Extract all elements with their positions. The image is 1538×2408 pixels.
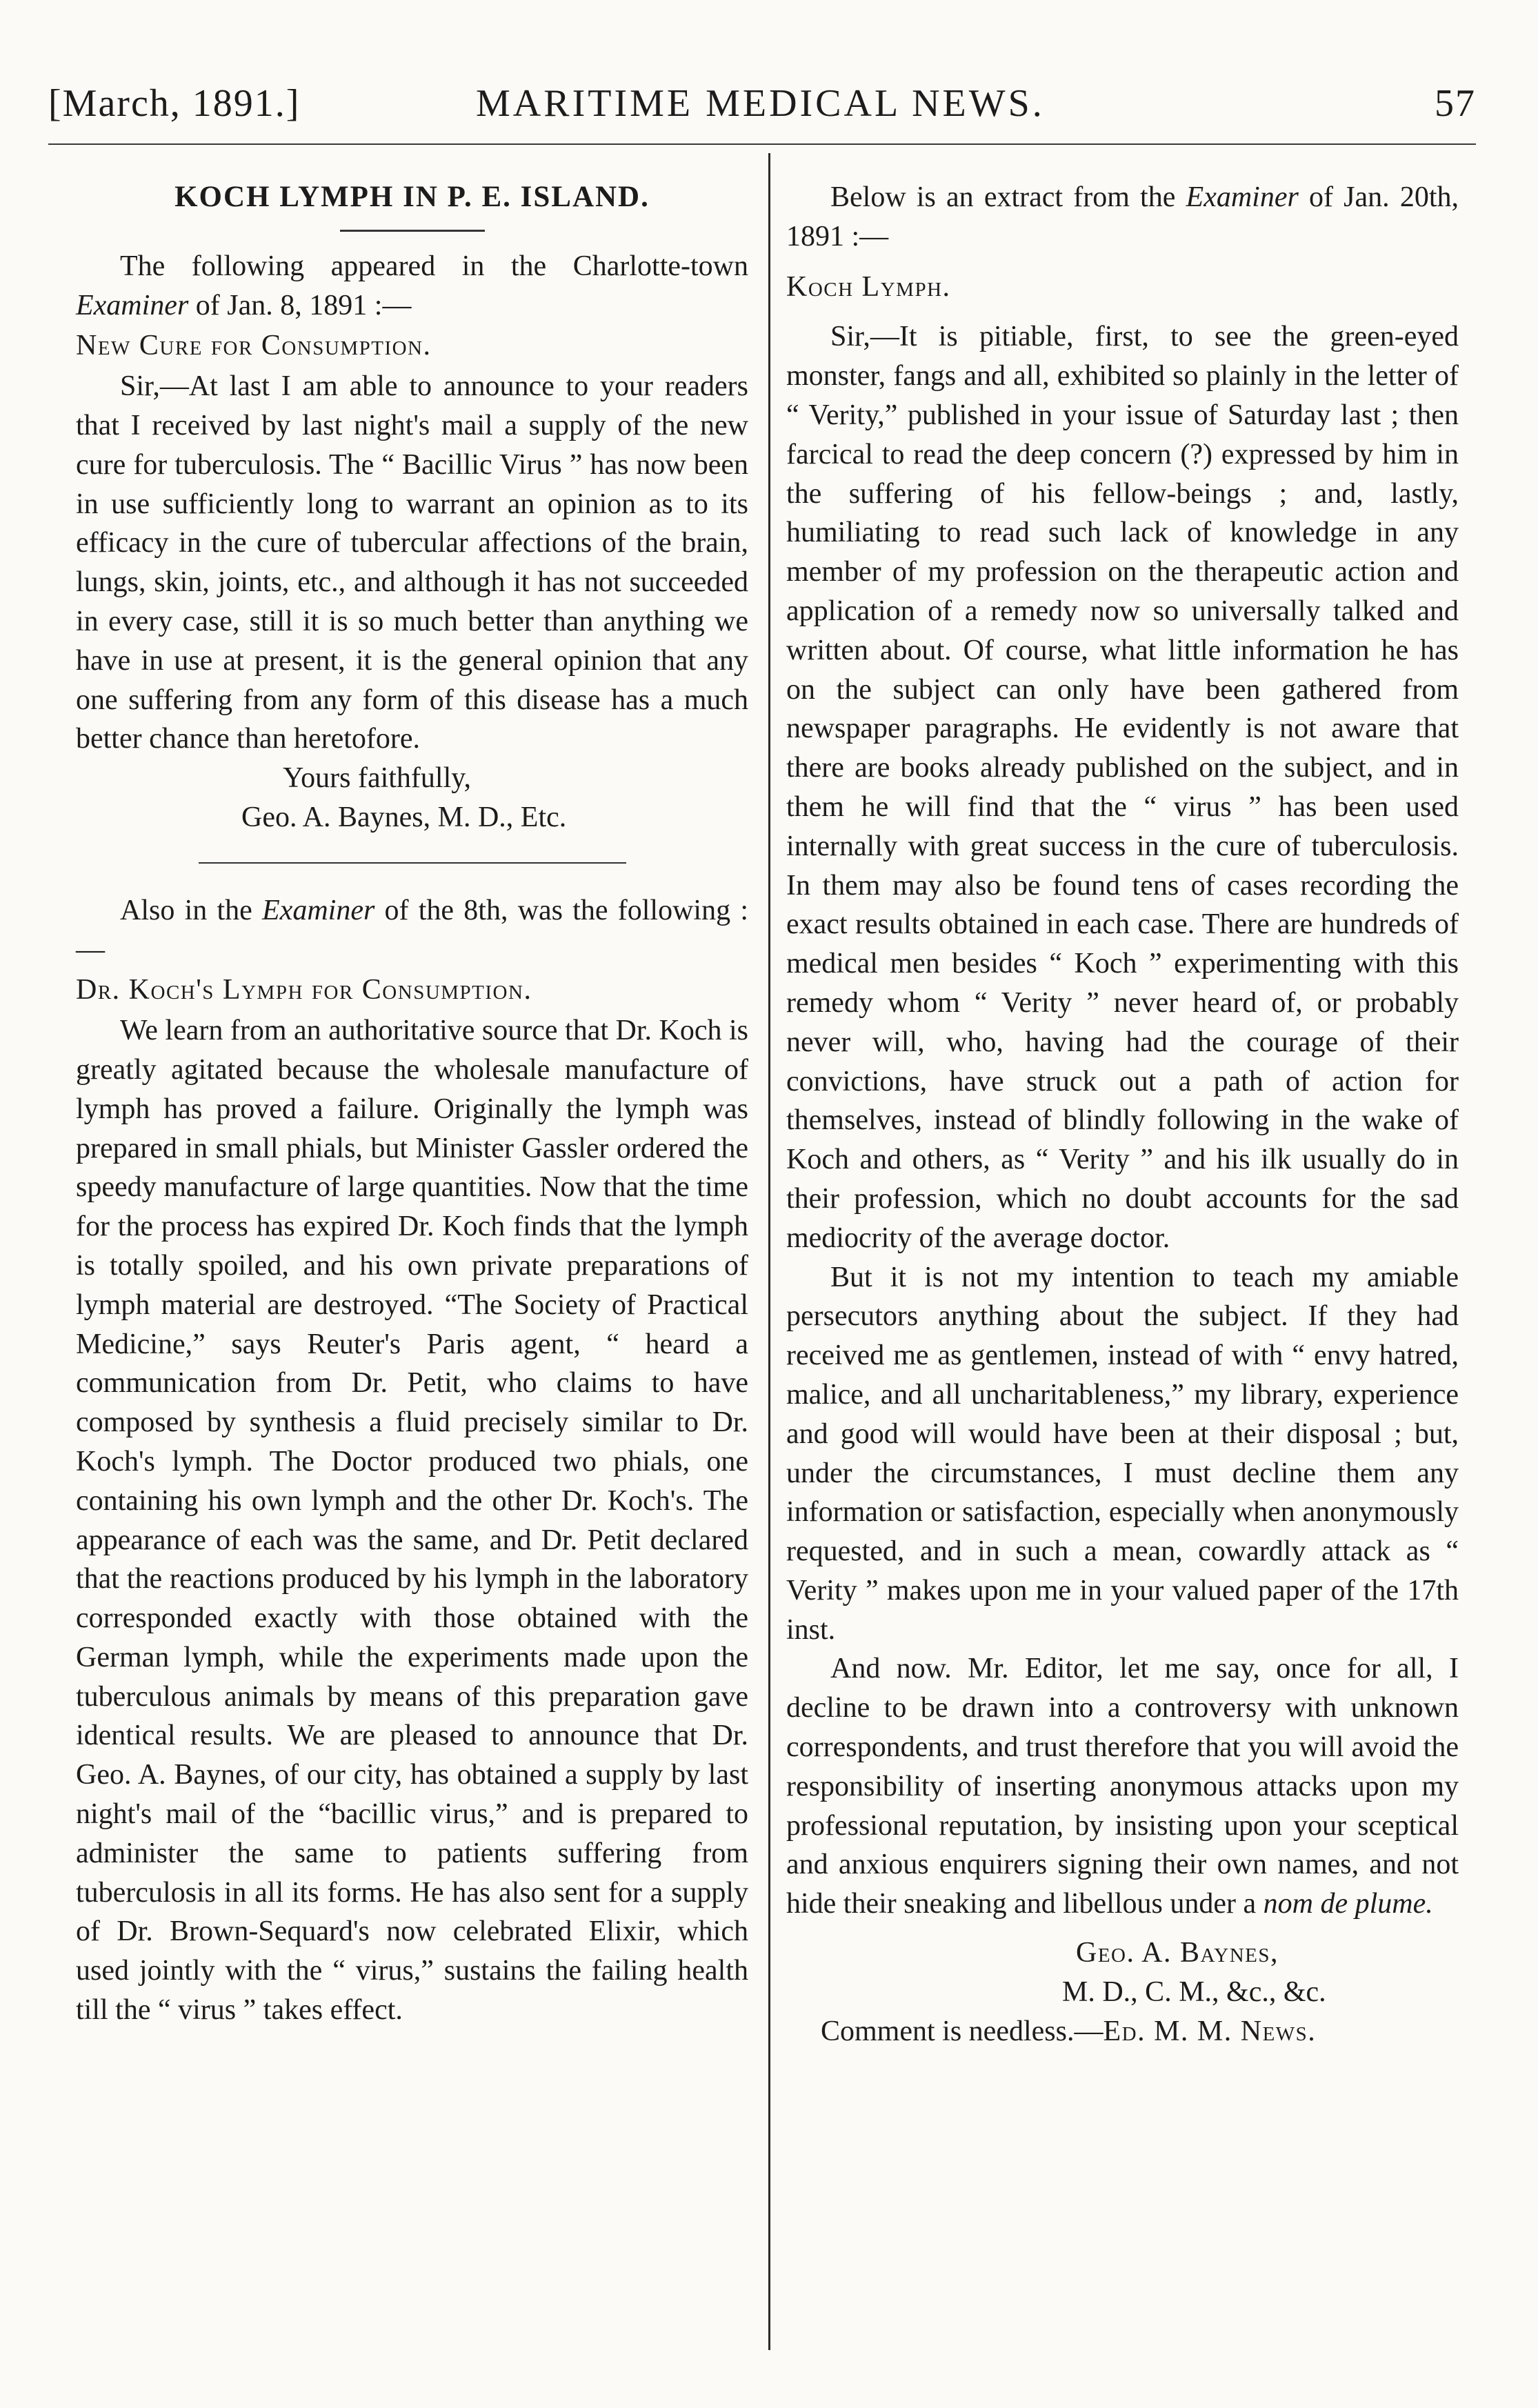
- header-rule: [48, 143, 1476, 145]
- extract-intro-b: of Jan. 20th, 1891 :—: [786, 181, 1459, 252]
- reply-titles: M. D., C. M., &c., &c.: [1062, 1976, 1326, 2008]
- intro-text-b: of Jan. 8, 1891 :—: [188, 289, 412, 321]
- column-divider: [768, 153, 770, 2350]
- reply-paragraph-1: Sir,—It is pitiable, first, to see the green-eyed monster, fangs and all, exhibited so plainly in the letter of “ Verity,” published in your issue of Saturday last ; then farcical to read the deep concern (?) expressed by him in the suffering of his fellow-beings ; and, lastly, humiliating to read such lack of knowledge in any member of my profession on the therapeutic action and application of a remedy now so universally talked and written about. Of course, what little information he has on the subject can only have been gathered from newspaper paragraphs. He evidently is not aware that there are books already published on the subject, and in them he will find that the “ virus ” has been used internally with great success in the cure of tuberculosis. In them may also be found tens of cases recording the exact results obtained in each case. There are hundreds of medical men besides “ Koch ” experimenting with this remedy whom “ Verity ” never heard of, or probably never will, who, having had the courage of their convictions, have struck out a path of action for themselves, instead of blindly following in the wake of Koch and others, as “ Verity ” and his ilk usually do in their profession, which no doubt accounts for the sad mediocrity of the average doctor.: [786, 321, 1459, 1254]
- editor-signoff: Ed. M. M. News.: [1103, 2015, 1317, 2047]
- reply-paragraph-3-text: And now. Mr. Editor, let me say, once for all, I decline to be drawn into a controversy with unknown correspondents, and trust therefore that you will avoid the responsibility of inserting anonymous attacks upon my professional reputation, by insisting upon your sceptical and anxious enquirers signing their own names, and not hide their sneaking and libellous under a: [786, 1653, 1459, 1920]
- letter-closing: Yours faithfully,: [283, 762, 472, 795]
- also-paper-name: Examiner: [262, 894, 375, 926]
- page-number: 57: [1435, 82, 1476, 125]
- article-body: We learn from an authoritative source that Dr. Koch is greatly agitated because the wholesale manufacture of lymph has proved a failure. Originally the lymph was prepared in small phials, but Minister Gassler ordered the speedy manufacture of large quantities. Now that the time for the process has expired Dr. Koch finds that the lymph is totally spoiled, and his own private preparations of lymph material are destroyed. “The Society of Practical Medicine,” says Reuter's Paris agent, “ heard a communication from Dr. Petit, who claims to have composed by synthesis a fluid precisely similar to Dr. Koch's lymph. The Doctor produced two phials, one containing his own lymph and the other Dr. Koch's. The appearance of each was the same, and Dr. Petit declared that the reactions produced by his lymph in the laboratory corresponded exactly with those obtained with the German lymph, while the experiments made upon the tuberculous animals by means of this preparation gave identical results. We are pleased to announce that Dr. Geo. A. Baynes, of our city, has obtained a supply by last night's mail of the “bacillic virus,” and is prepared to administer the same to patients suffering from tuberculosis in all its forms. He has also sent for a supply of Dr. Brown-Sequard's now celebrated Elixir, which used jointly with the “ virus,” sustains the failing health till the “ virus ” takes effect.: [76, 1015, 748, 2027]
- running-header: [48, 81, 1476, 137]
- intro-text-a: The following appeared in the Charlotte-town: [120, 250, 748, 282]
- intro-paper-name: Examiner: [76, 289, 189, 321]
- extract-intro-a: Below is an extract from the: [830, 181, 1186, 213]
- issue-date: [March, 1891.]: [48, 82, 301, 125]
- editor-comment: [786, 2012, 1459, 2051]
- journal-title: MARITIME MEDICAL NEWS.: [476, 82, 1045, 125]
- letter-body: Sir,—At last I am able to announce to your readers that I received by last night's mail a supply of the new cure for tuberculosis. The “ Bacillic Virus ” has now been in use sufficiently long to warrant an opinion as to its efficacy in the cure of tubercular affections of the brain, lungs, skin, joints, etc., and although it has not succeeded in every case, still it is so much better than anything we have in use at present, it is the general opinion that any one suffering from any form of this disease has a much better chance than heretofore.: [76, 370, 748, 755]
- also-text-a: Also in the: [120, 894, 263, 926]
- letter-signature: Geo. A. Baynes, M. D., Etc.: [241, 801, 567, 833]
- comment-text: Comment is needless.—: [821, 2015, 1103, 2047]
- extract-intro: [786, 178, 1459, 257]
- article-title: KOCH LYMPH IN P. E. ISLAND.: [174, 181, 650, 213]
- reply-paragraph-3: [786, 1649, 1459, 1924]
- extract-heading: Koch Lymph.: [786, 270, 951, 303]
- left-column: [76, 178, 748, 2030]
- section-rule: [199, 862, 626, 864]
- also-paragraph: [76, 891, 748, 970]
- reply-signature: Geo. A. Baynes,: [1076, 1937, 1279, 1969]
- also-text-b: of the 8th, was the following :—: [76, 894, 748, 966]
- extract-paper-name: Examiner: [1186, 181, 1299, 213]
- article-heading: Dr. Koch's Lymph for Consumption.: [76, 974, 532, 1006]
- right-column: [786, 178, 1459, 2051]
- intro-paragraph: [76, 247, 748, 326]
- letter-heading: New Cure for Consumption.: [76, 330, 432, 362]
- title-rule: [340, 230, 485, 232]
- reply-paragraph-2: But it is not my intention to teach my amiable persecutors anything about the subject. If they had received me as gentlemen, instead of with “ envy hatred, malice, and all uncharitableness,” my library, experience and good will would have been at their disposal ; but, under the circumstances, I must decline them any information or satisfaction, especially when anonymously requested, and in such a mean, cowardly attack as “ Verity ” makes upon me in your valued paper of the 17th inst.: [786, 1261, 1459, 1646]
- nom-de-plume: nom de plume.: [1263, 1888, 1433, 1920]
